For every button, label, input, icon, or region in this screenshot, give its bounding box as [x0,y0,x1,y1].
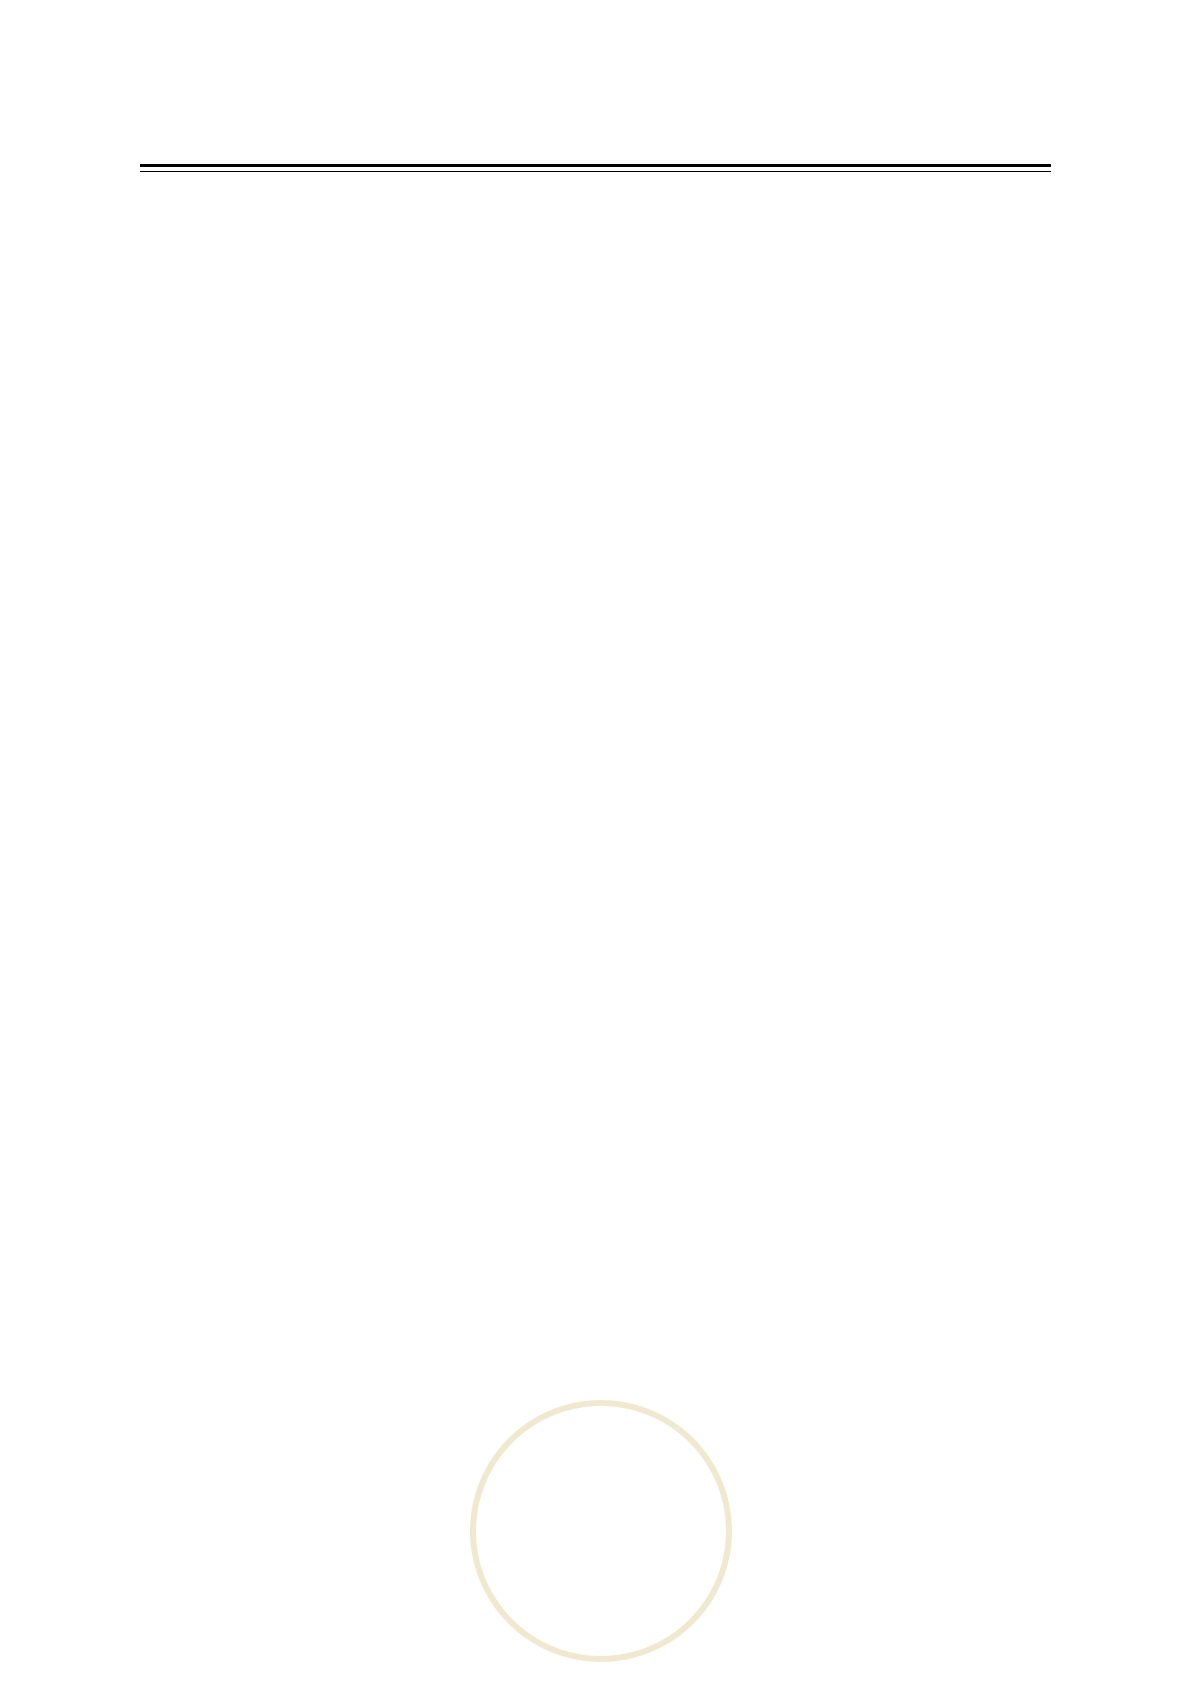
watermark-seal [470,1400,732,1662]
page-header [140,118,1051,158]
header-rule [140,164,1051,172]
